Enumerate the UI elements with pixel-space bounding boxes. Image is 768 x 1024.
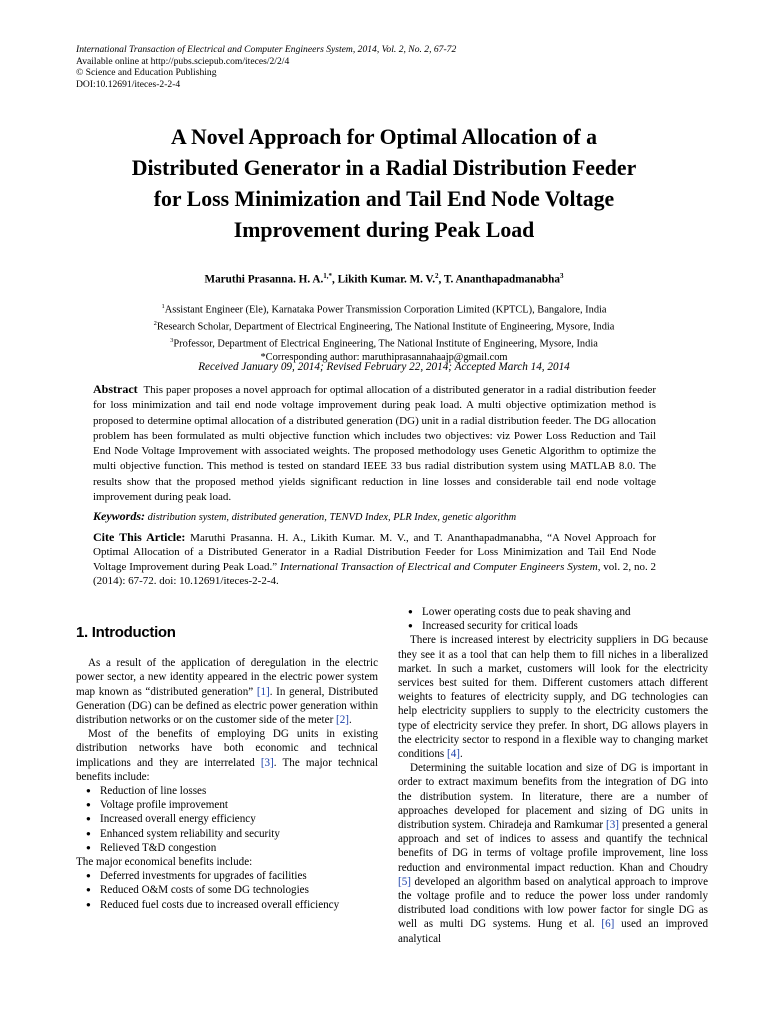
list-item bbox=[76, 798, 378, 812]
author-affil-mark: 1,* bbox=[323, 272, 332, 280]
bullet-icon: ● bbox=[86, 885, 91, 895]
text-run: As a result of the application of deregulation in the electric power sector, a new identity appeared in the electric power system map known as “distributed generation” bbox=[76, 657, 378, 698]
affil-text: Assistant Engineer (Ele), Karnataka Power Transmission Corporation Limited (KPTCL), Bangalore, India bbox=[164, 304, 607, 316]
list-item-text: Increased overall energy efficiency bbox=[100, 813, 256, 826]
title-line: A Novel Approach for Optimal Allocation of a bbox=[170, 125, 598, 149]
keywords-text: distribution system, distributed generation, TENVD Index, PLR Index, genetic algorithm bbox=[147, 512, 517, 523]
list-item bbox=[76, 812, 378, 826]
abstract bbox=[93, 382, 656, 505]
affiliation-line bbox=[0, 300, 768, 317]
reference-link[interactable]: [5] bbox=[398, 875, 411, 888]
corresponding-author: *Corresponding author: maruthiprasannahaajp@gmail.com bbox=[260, 352, 508, 364]
right-column bbox=[398, 605, 708, 946]
reference-link[interactable]: [3] bbox=[606, 819, 619, 832]
citation bbox=[93, 530, 656, 589]
received-dates: Received January 09, 2014; Revised February 22, 2014; Accepted March 14, 2014 bbox=[198, 361, 570, 373]
journal-header bbox=[76, 44, 456, 90]
reference-link[interactable]: [4] bbox=[447, 748, 460, 761]
list-item bbox=[398, 605, 708, 619]
text-run: . bbox=[459, 748, 463, 761]
economical-benefits-list bbox=[76, 869, 378, 912]
list-item bbox=[76, 827, 378, 841]
list-item-text: Reduced fuel costs due to increased overall efficiency bbox=[100, 898, 340, 911]
list-item-text: Reduction of line losses bbox=[100, 785, 207, 798]
affiliation-line bbox=[0, 317, 768, 334]
title-line: for Loss Minimization and Tail End Node Voltage bbox=[153, 187, 615, 211]
cite-journal: International Transaction of Electrical and Computer Engineers System bbox=[279, 560, 598, 573]
text-run: There is increased interest by electricity suppliers in DG because they see it as a tool that can help them to fill niches in a liberalized market. In such a market, customers will look for the electricity services best suited for them. Different customers attach different weights to features of electricity supply, and DG technologies can help electricity suppliers to supply to the electricity customers the type of electricity service they prefer. In short, DG allows players in the electricity sector to respond in a flexible way to changing market conditions bbox=[398, 634, 708, 761]
reference-link[interactable]: [6] bbox=[601, 918, 615, 931]
bullet-icon: ● bbox=[86, 814, 91, 824]
list-item bbox=[76, 883, 378, 897]
affiliation-line bbox=[0, 334, 768, 351]
bullet-icon: ● bbox=[86, 871, 91, 881]
text-run: Determining the suitable location and size of DG is important in order to extract maximum benefits from the integration of DG into the distribution system. In literature, there are a number of approaches developed for placement and sizing of DG units in distribution system. Chiradeja and Ramkumar bbox=[398, 762, 708, 832]
reference-link[interactable]: [3] bbox=[260, 756, 274, 769]
bullet-icon: ● bbox=[86, 842, 91, 852]
list-item-text: Enhanced system reliability and security bbox=[100, 827, 280, 840]
title-line: Distributed Generator in a Radial Distribution Feeder bbox=[131, 156, 637, 180]
reference-link[interactable]: [2] bbox=[336, 714, 349, 727]
bullet-icon: ● bbox=[86, 786, 91, 796]
affil-mark: 2 bbox=[153, 320, 157, 328]
additional-benefits-list bbox=[398, 605, 708, 633]
list-item bbox=[76, 869, 378, 883]
text-run: used an improved analytical bbox=[398, 918, 708, 945]
list-item bbox=[398, 619, 708, 633]
list-item-text: Reduced O&M costs of some DG technologies bbox=[100, 884, 309, 897]
doi-line: DOI:10.12691/iteces-2-2-4 bbox=[76, 78, 181, 90]
text-run: . In general, Distributed Generation (DG) can be defined as electric power generation within distribution networks or on the customer side of the meter bbox=[76, 685, 378, 727]
author-separator: , bbox=[438, 273, 444, 286]
bullet-icon: ● bbox=[86, 800, 91, 810]
journal-line: International Transaction of Electrical and Computer Engineers System, 2014, Vol. 2, No. 2, 67-72 bbox=[76, 44, 457, 55]
author-affil-mark: 3 bbox=[559, 272, 564, 280]
availability-line: Available online at http://pubs.sciepub.com/iteces/2/2/4 bbox=[76, 55, 290, 67]
list-item bbox=[76, 841, 378, 855]
keywords bbox=[93, 509, 663, 524]
section-heading: 1. Introduction bbox=[76, 624, 176, 641]
bullet-icon: ● bbox=[408, 621, 413, 631]
author-name: Likith Kumar. M. V. bbox=[337, 273, 435, 286]
list-item-text: Deferred investments for upgrades of facilities bbox=[100, 870, 307, 883]
author-name: Maruthi Prasanna. H. A. bbox=[204, 273, 324, 286]
affil-mark: 1 bbox=[161, 303, 165, 310]
technical-benefits-list bbox=[76, 784, 378, 855]
list-item-text: Relieved T&D congestion bbox=[100, 841, 217, 854]
paragraph bbox=[76, 656, 378, 727]
keywords-label: Keywords: bbox=[93, 509, 145, 523]
title-line: Improvement during Peak Load bbox=[233, 218, 535, 242]
author-affil-mark: 2 bbox=[435, 272, 439, 280]
paper-title bbox=[60, 122, 708, 246]
cite-tail: , vol. 2, no. 2 (2014): 67-72. doi: 10.12691/iteces-2-2-4. bbox=[93, 560, 656, 588]
paragraph bbox=[398, 761, 708, 946]
list-item-text: Lower operating costs due to peak shaving and bbox=[422, 606, 631, 618]
abstract-label: Abstract bbox=[93, 382, 138, 396]
list-item bbox=[76, 898, 378, 912]
affiliations bbox=[0, 300, 768, 365]
author-name: T. Ananthapadmanabha bbox=[443, 273, 560, 286]
bullet-icon: ● bbox=[86, 899, 91, 909]
text-run: developed an algorithm based on analytical approach to improve the voltage profile and to reduce the power loss under randomly distributed load conditions with low power factor for single DG as well as multi DG systems. Hung et al. bbox=[398, 875, 708, 931]
cite-label: Cite This Article: bbox=[93, 530, 186, 544]
paragraph: The major economical benefits include: bbox=[76, 856, 253, 869]
text-run: . The major technical benefits include: bbox=[76, 756, 378, 783]
text-run: presented a general approach and set of indices to assess and quantify the technical benefits of DG in terms of voltage profile improvement, line loss reduction and environmental impact reduction. Khan and Choudry bbox=[398, 819, 708, 874]
affil-mark: 3 bbox=[170, 337, 174, 345]
list-item bbox=[76, 784, 378, 798]
author-list bbox=[0, 272, 768, 286]
paragraph bbox=[398, 633, 708, 761]
affil-text: Research Scholar, Department of Electrical Engineering, The National Institute of Engineering, Mysore, India bbox=[156, 321, 615, 333]
reference-link[interactable]: [1] bbox=[256, 685, 270, 698]
list-item-text: Voltage profile improvement bbox=[100, 799, 228, 812]
bullet-icon: ● bbox=[86, 828, 91, 838]
abstract-text: This paper proposes a novel approach for optimal allocation of a distributed generator in a radial distribution feeder for loss minimization and tail end node voltage improvement during peak load. A multi objective optimization method is proposed to determine optimal allocation of a distributed generation (DG) unit in a radial distribution feeder. The DG allocation problem has been formulated as multi objective function which includes two objectives: viz Power Loss Reduction and Tail End Node Voltage Improvement with associated weights. The proposed methodology uses Genetic Algorithm to optimize the multi objective function. This method is tested on standard IEEE 33 bus radial distribution system using MATLAB 8.0. The results show that the proposed method yields significant reduction in line losses and considerable tail end node voltage improvement during peak load. bbox=[93, 384, 657, 504]
copyright-line: © Science and Education Publishing bbox=[76, 67, 217, 79]
author-separator: , bbox=[332, 273, 338, 286]
paragraph bbox=[76, 727, 378, 784]
cite-text: Maruthi Prasanna. H. A., Likith Kumar. M. V., and T. Ananthapadmanabha, “A Novel Approach for Optimal Allocation of a Distributed Generator in a Radial Distribution Feeder for Loss Minimization and Tail End Node Voltage Improvement during Peak Load.” bbox=[93, 532, 656, 573]
left-column bbox=[76, 626, 378, 912]
text-run: Most of the benefits of employing DG units in existing distribution networks have both economic and technical implications and they are interrelated bbox=[76, 728, 378, 769]
bullet-icon: ● bbox=[408, 607, 413, 616]
affil-text: Professor, Department of Electrical Engineering, The National Institute of Engineering, Mysore, India bbox=[173, 338, 598, 350]
list-item-text: Increased security for critical loads bbox=[422, 620, 578, 633]
text-run: . bbox=[348, 714, 352, 727]
